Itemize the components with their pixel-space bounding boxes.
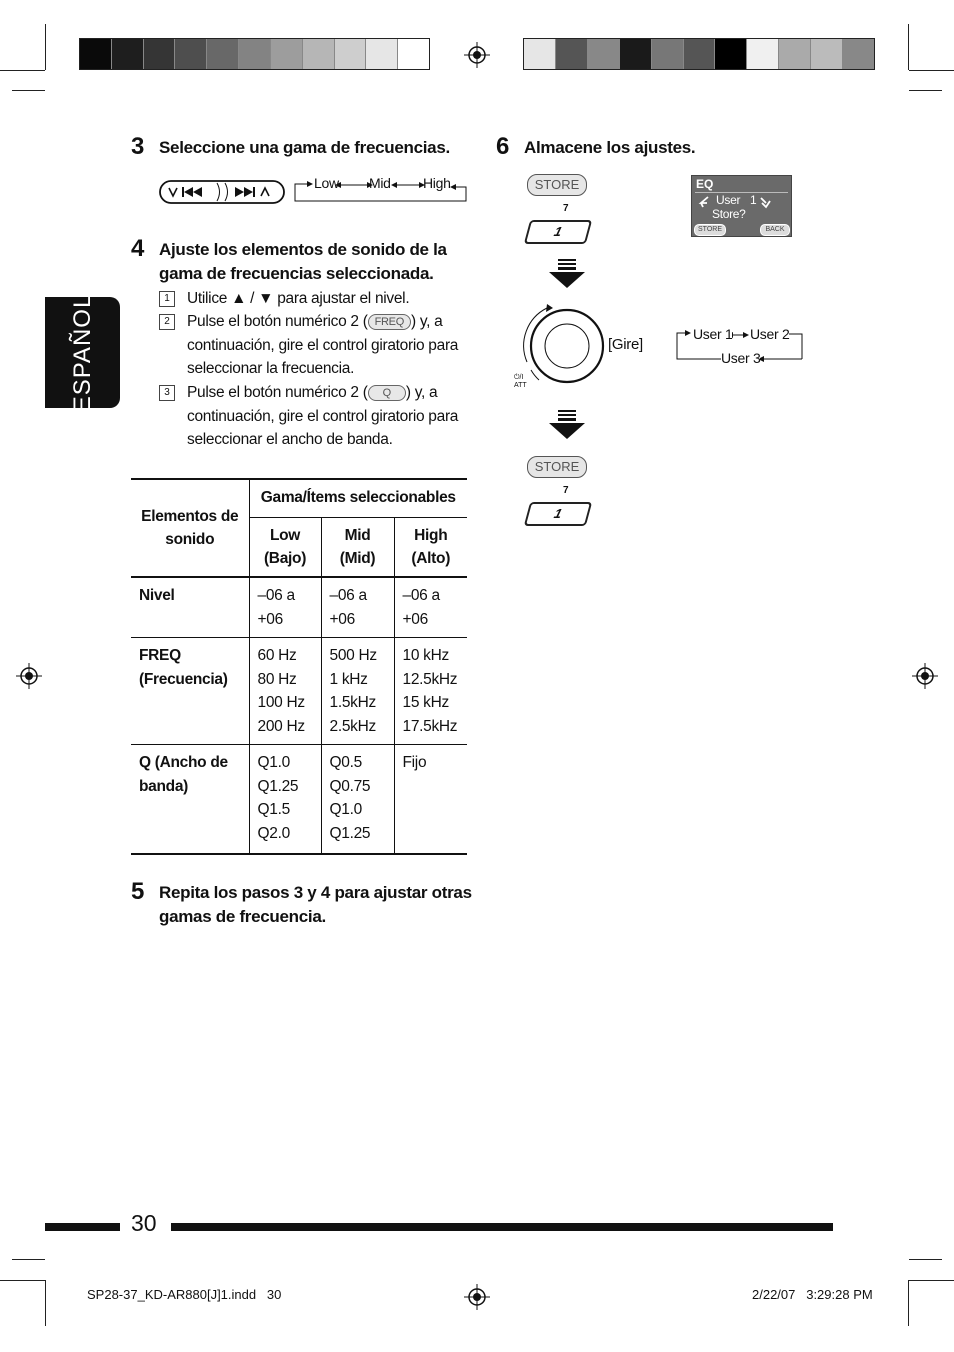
seq-mid: Mid — [369, 175, 391, 191]
step-3-number: 3 — [131, 133, 145, 160]
registration-target-icon — [912, 663, 938, 689]
color-registration-bar-right — [523, 38, 875, 70]
table-row: Nivel –06 a +06 –06 a +06 –06 a +06 — [131, 577, 467, 638]
step-5-title-line1: Repita los pasos 3 y 4 para ajustar otras — [159, 883, 472, 902]
down-arrow-icon — [547, 410, 587, 440]
step-4-title-line1: Ajuste los elementos de sonido de la — [159, 240, 447, 259]
substep-2-line1: Pulse el botón numérico 2 ( FREQ ) y, a — [187, 313, 443, 330]
substep-3-line3: seleccionar el ancho de banda. — [187, 431, 393, 448]
crop-mark — [0, 1280, 45, 1281]
down-arrow-icon — [758, 195, 772, 209]
eq-display-user-num: 1 — [750, 193, 757, 207]
store-button-icon: STORE — [527, 456, 587, 478]
footer-date: 2/22/07 3:29:28 PM — [752, 1287, 873, 1302]
header-mid: Mid (Mid) — [321, 517, 394, 577]
crop-mark — [45, 24, 46, 70]
preset-1-button-icon: 1 — [524, 502, 592, 526]
seq-low: Low — [314, 175, 339, 191]
crop-mark — [908, 24, 909, 70]
substep-2-line3: seleccionar la frecuencia. — [187, 360, 355, 377]
header-high: High (Alto) — [394, 517, 467, 577]
table-row: Q (Ancho de banda) Q1.0 Q1.25 Q1.5 Q2.0 Q0.5 Q0.75 Q1.0 Q1.25 Fijo — [131, 745, 467, 854]
color-registration-bar-left — [79, 38, 430, 70]
step-5-number: 5 — [131, 878, 145, 905]
key-7-label: 7 — [563, 203, 569, 214]
substep-2-box: 2 — [159, 314, 175, 330]
user-2-label: User 2 — [750, 326, 790, 342]
preset-1-button-icon: 1 — [524, 220, 592, 244]
step-4-title-line2: gama de frecuencias seleccionada. — [159, 264, 434, 283]
step-6-number: 6 — [496, 133, 510, 160]
substep-3-line1: Pulse el botón numérico 2 ( Q ) y, a — [187, 384, 438, 401]
footer-file: SP28-37_KD-AR880[J]1.indd 30 — [87, 1287, 282, 1302]
eq-display-store-q: Store? — [712, 207, 746, 221]
user-3-label: User 3 — [721, 350, 761, 366]
eq-display-user: User — [716, 193, 741, 207]
step-3-title: Seleccione una gama de frecuencias. — [159, 138, 450, 157]
header-low: Low (Bajo) — [249, 517, 321, 577]
power-att-label: ⏻/I ATT — [514, 374, 527, 389]
crop-mark — [909, 1280, 954, 1281]
freq-button-icon: FREQ — [368, 314, 411, 330]
page-bar-left — [45, 1223, 120, 1231]
rotate-label: [Gire] — [608, 336, 643, 353]
crop-mark — [909, 90, 942, 91]
step-6-title: Almacene los ajustes. — [524, 138, 696, 157]
seq-high: High — [423, 175, 451, 191]
language-tab-label: ESPAÑOL — [69, 293, 96, 413]
key-7-label: 7 — [563, 485, 569, 496]
crop-mark — [909, 70, 954, 71]
substep-1-text: Utilice ▲ / ▼ para ajustar el nivel. — [187, 290, 410, 307]
header-gama: Gama/Ítems seleccionables — [249, 479, 467, 517]
registration-target-icon — [464, 42, 490, 68]
back-arrow-icon — [697, 195, 711, 209]
store-button-icon: STORE — [527, 174, 587, 196]
eq-display — [691, 175, 792, 237]
q-button-icon: Q — [368, 385, 406, 401]
eq-display-back-btn: BACK — [760, 224, 790, 236]
prev-next-button-icon — [159, 180, 285, 204]
down-arrow-icon — [547, 259, 587, 289]
crop-mark — [0, 70, 45, 71]
crop-mark — [908, 1280, 909, 1326]
header-elementos: Elementos de sonido — [131, 479, 249, 577]
crop-mark — [12, 90, 45, 91]
registration-target-icon — [464, 1284, 490, 1310]
step-4-number: 4 — [131, 235, 145, 262]
eq-display-store-btn: STORE — [694, 224, 726, 236]
eq-display-title: EQ — [696, 177, 714, 191]
page-number: 30 — [131, 1210, 157, 1236]
registration-target-icon — [16, 663, 42, 689]
substep-3-line2: continuación, gire el control giratorio para — [187, 408, 459, 425]
language-tab — [45, 293, 120, 413]
page-bar-right — [171, 1223, 833, 1231]
substep-3-box: 3 — [159, 385, 175, 401]
crop-mark — [909, 1259, 942, 1260]
substep-2-line2: continuación, gire el control giratorio para — [187, 337, 459, 354]
step-5-title-line2: gamas de frecuencia. — [159, 907, 326, 926]
crop-mark — [45, 1280, 46, 1326]
crop-mark — [12, 1259, 45, 1260]
sound-elements-table — [131, 478, 467, 855]
table-row: FREQ (Frecuencia) 60 Hz 80 Hz 100 Hz 200 Hz 500 Hz 1 kHz 1.5kHz 2.5kHz 10 kHz 12.5kHz 15 kHz 17.5kHz — [131, 638, 467, 745]
user-1-label: User 1 — [693, 326, 733, 342]
substep-1-box: 1 — [159, 291, 175, 307]
rotary-control-knob-icon — [513, 300, 613, 392]
